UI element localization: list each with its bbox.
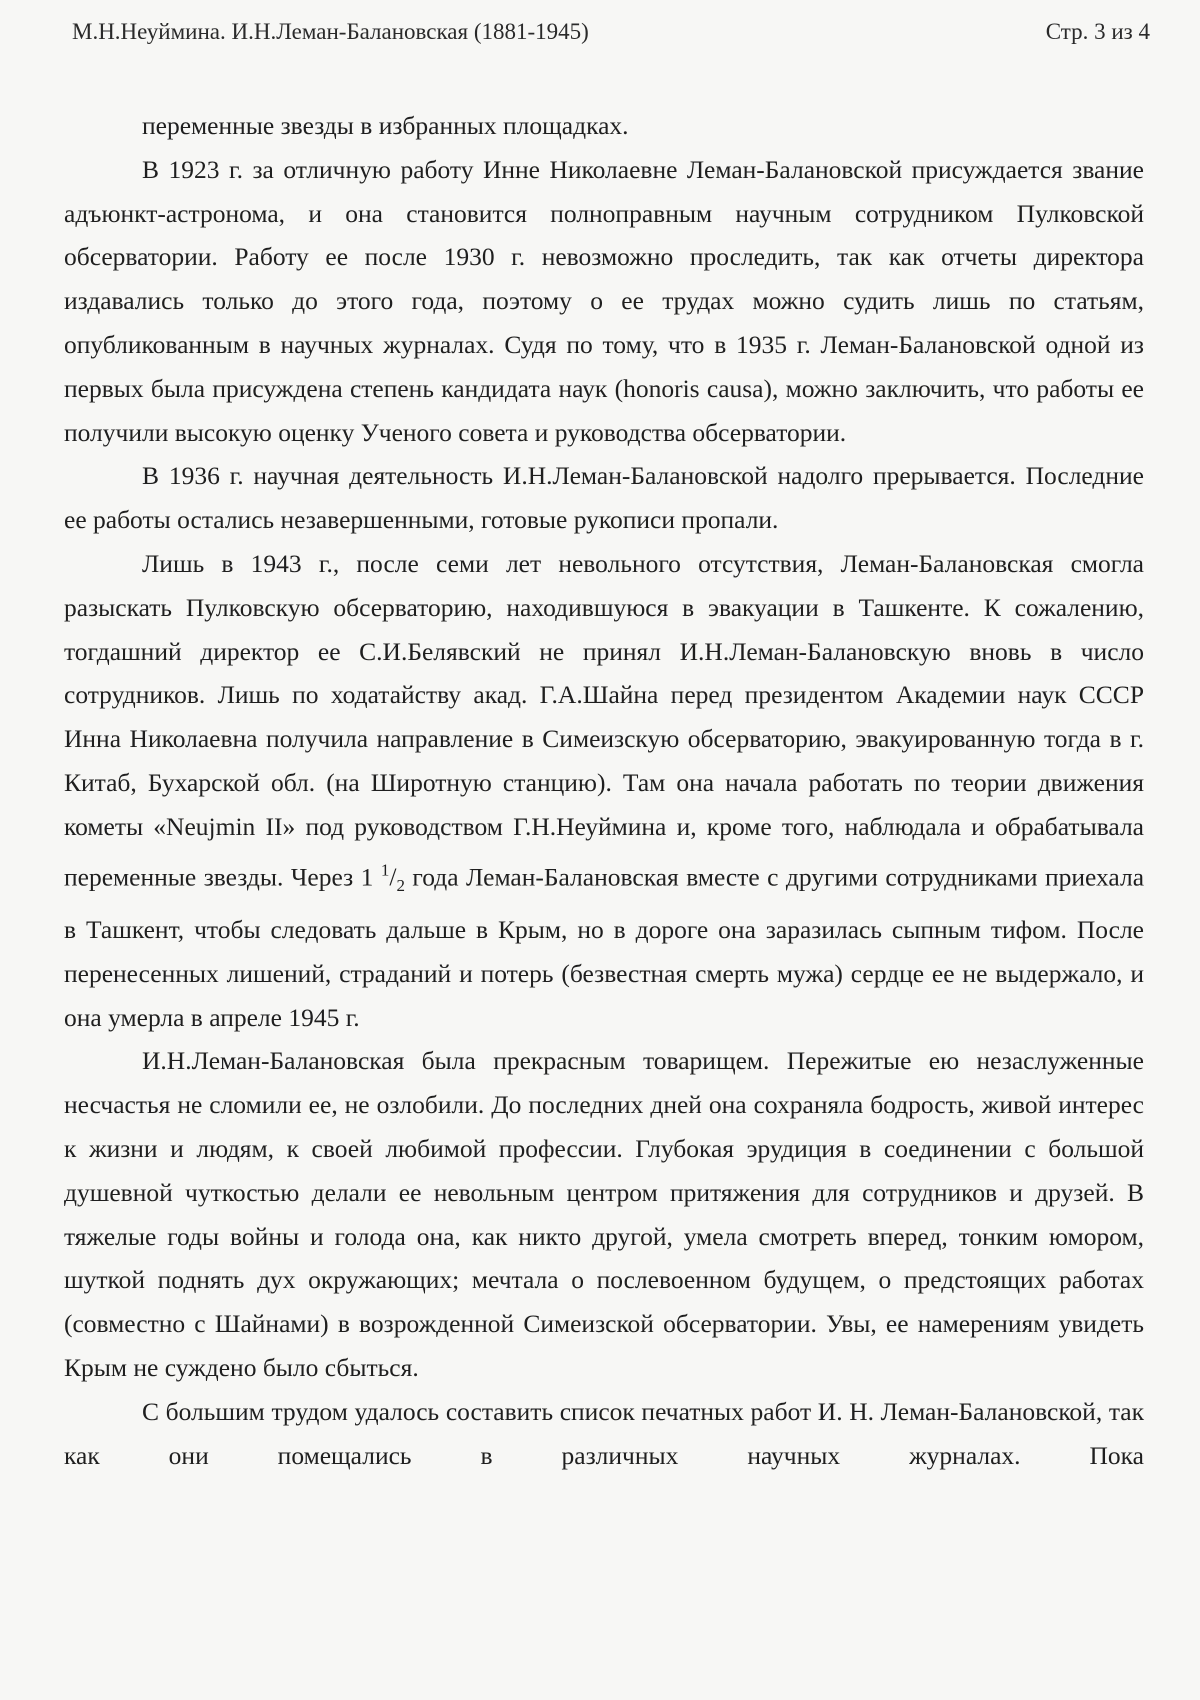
body-text: [64, 104, 1144, 1477]
paragraph-1943-part-2: года Леман-Балановская вместе с другими сотрудниками приехала в Ташкент, чтобы следовать дальше в Крым, но в дороге она заразилась сыпным тифом. После перенесенных лишений, страданий и потерь (безвестная смерть мужа) сердце ее не выдержало, и она умерла в апреле 1945 г.: [64, 862, 1145, 1032]
paragraph-1943: [64, 542, 1144, 1039]
paragraph-character: И.Н.Леман-Балановская была прекрасным товарищем. Пережитые ею незаслуженные несчастья не сломили ее, не озлобили. До последних дней она сохраняла бодрость, живой интерес к жизни и людям, к своей любимой профессии. Глубокая эрудиция в соединении с большой душевной чуткостью делали ее невольным центром притяжения для сотрудников и друзей. В тяжелые годы войны и голода она, как никто другой, умела смотреть вперед, тонким юмором, шуткой поднять дух окружающих; мечтала о послевоенном будущем, о предстоящих работах (совместно с Шайнами) в возрожденной Симеизской обсерватории. Увы, ее намерениям увидеть Крым не суждено было сбыться.: [64, 1046, 1144, 1382]
header-title: М.Н.Неуймина. И.Н.Леман-Балановская (1881-1945): [72, 19, 589, 44]
running-header: [72, 16, 1150, 48]
paragraph-bibliography: С большим трудом удалось составить список печатных работ И. Н. Леман-Балановской, так как они помещались в различных научных журналах. Пока: [64, 1396, 1144, 1470]
fraction-denominator: 2: [396, 876, 405, 896]
paragraph-1943-part-1: Лишь в 1943 г., после семи лет невольного отсутствия, Леман-Балановская смогла разыскать Пулковскую обсерваторию, находившуюся в эвакуации в Ташкенте. К сожалению, тогдашний директор ее С.И.Белявский не принял И.Н.Леман-Балановскую вновь в число сотрудников. Лишь по ходатайству акад. Г.А.Шайна перед президентом Академии наук СССР Инна Николаевна получила направление в Симеизскую обсерваторию, эвакуированную тогда в г. Китаб, Бухарской обл. (на Широтную станцию). Там она начала работать по теории движения кометы «Neujmin II» под руководством Г.Н.Неуймина и, кроме того, наблюдала и обрабатывала переменные звезды. Через 1: [64, 548, 1144, 892]
fraction-numerator: 1: [380, 860, 390, 880]
paragraph-continuation: переменные звезды в избранных площадках.: [142, 111, 629, 140]
paragraph-1923: В 1923 г. за отличную работу Инне Николаевне Леман-Балановской присуждается звание адъюнкт-астронома, и она становится полноправным научным сотрудником Пулковской обсерватории. Работу ее после 1930 г. невозможно проследить, так как отчеты директора издавались только до этого года, поэтому о ее трудах можно судить лишь по статьям, опубликованным в научных журналах. Судя по тому, что в 1935 г. Леман-Балановской одной из первых была присуждена степень кандидата наук (honoris causa), можно заключить, что работы ее получили высокую оценку Ученого совета и руководства обсерватории.: [64, 154, 1144, 447]
fraction: $^1/_2$: [380, 860, 405, 896]
page-number: Стр. 3 из 4: [1045, 19, 1150, 44]
paragraph-1936: В 1936 г. научная деятельность И.Н.Леман-Балановской надолго прерывается. Последние ее работы остались незавершенными, готовые рукописи пропали.: [64, 461, 1144, 535]
